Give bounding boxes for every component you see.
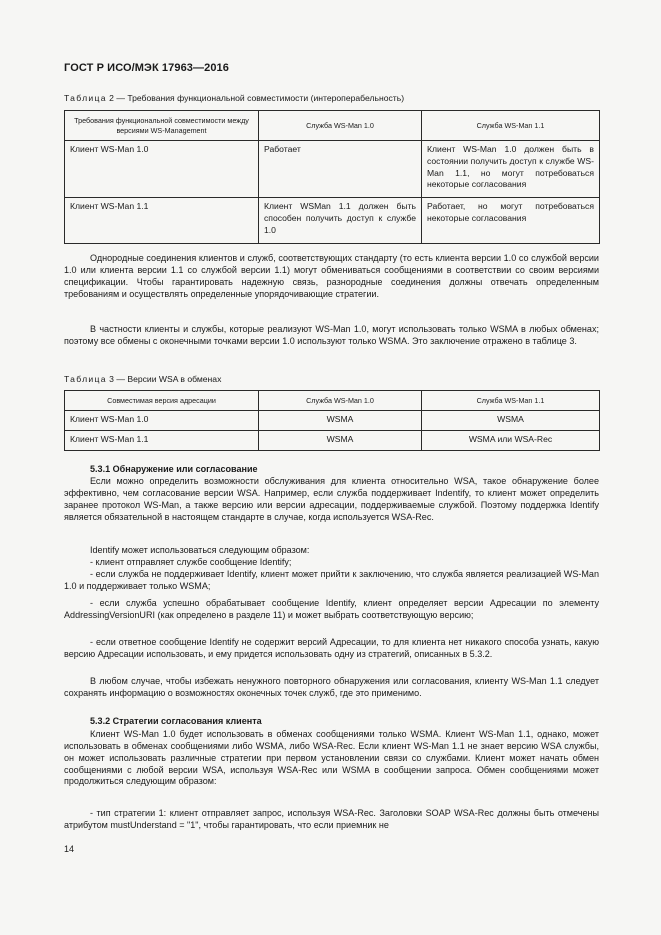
section-heading-5-3-2: 5.3.2 Стратегии согласования клиента bbox=[90, 716, 262, 726]
table-row bbox=[65, 431, 600, 451]
table-cell: Клиент WS-Man 1.0 bbox=[65, 411, 259, 431]
paragraph: В частности клиенты и службы, которые реализуют WS-Man 1.0, могут использовать только WSMA в любых обменах; поэтому все обмены с оконечными точками версии 1.0 используют только WSMA. Это заключение отражено в таблице 3. bbox=[64, 324, 599, 346]
table-cell: Клиент WS-Man 1.1 bbox=[65, 431, 259, 451]
list-item: - если ответное сообщение Identify не содержит версий Адресации, то для клиента нет никакого способа узнать, какую версию Адресации использовать, и ему придется использовать одну из стратегий, описанных в 5.3.2. bbox=[64, 637, 599, 659]
table3-caption bbox=[64, 374, 221, 384]
table3-header-cell: Служба WS-Man 1.1 bbox=[422, 391, 600, 411]
table-row bbox=[65, 141, 600, 198]
table2-caption-text: 2 — Требования функциональной совместимости (интероперабельность) bbox=[106, 93, 405, 103]
table2-header-cell: Служба WS-Man 1.1 bbox=[422, 111, 600, 141]
table2-header-cell: Требования функциональной совместимости между версиями WS-Management bbox=[65, 111, 259, 141]
table3-caption-text: 3 — Версии WSA в обменах bbox=[106, 374, 222, 384]
page-number: 14 bbox=[64, 844, 75, 854]
paragraph: В любом случае, чтобы избежать ненужного повторного обнаружения или согласования, клиенту WS-Man 1.1 следует сохранять информацию о возможностях оконечных точек служб, где это применимо. bbox=[64, 676, 599, 698]
table-cell: WSMA bbox=[422, 411, 600, 431]
table2 bbox=[64, 110, 600, 244]
table2-caption bbox=[64, 93, 404, 103]
paragraph: Identify может использоваться следующим образом: bbox=[90, 545, 310, 555]
table-cell: Клиент WSMan 1.1 должен быть способен получить доступ к службе 1.0 bbox=[259, 198, 422, 244]
table-cell: Работает, но могут потребоваться некоторые согласования bbox=[422, 198, 600, 244]
table-cell: WSMA bbox=[259, 411, 422, 431]
list-item: - если служба успешно обрабатывает сообщение Identify, клиент определяет версии Адресации по элементу AddressingVersionURI (как определено в разделе 11) и может выбрать соответствующую версию; bbox=[64, 598, 599, 620]
table-cell: Клиент WS-Man 1.0 bbox=[65, 141, 259, 198]
paragraph: Клиент WS-Man 1.0 будет использовать в обменах сообщениями только WSMA. Клиент WS-Man 1.1, однако, может использовать в обменах сообщениями либо WSMA, либо WSA-Rec. Если клиент WS-Man 1.1 не знает версию WSA службы, он может использовать различные стратегии при первом установлении связи со службами. Клиент может начать обмен сообщениями с любой версии WSA, используя WSA-Rec или WSMA в сообщении запроса. Обмен сообщениями может продолжиться следующим образом: bbox=[64, 729, 599, 787]
table-cell: WSMA или WSA-Rec bbox=[422, 431, 600, 451]
list-item: - тип стратегии 1: клиент отправляет запрос, используя WSA-Rec. Заголовки SOAP WSA-Rec должны быть отмечены атрибутом mustUnderstand = "1", чтобы гарантировать, что если приемник не bbox=[64, 808, 599, 830]
table3-header-cell: Совместимая версия адресации bbox=[65, 391, 259, 411]
standard-header: ГОСТ Р ИСО/МЭК 17963—2016 bbox=[64, 62, 229, 74]
list-item: - если служба не поддерживает Identify, клиент может прийти к заключению, что служба является реализацией WS-Man 1.0 и поддерживает только WSMA; bbox=[64, 569, 599, 591]
table3-caption-label: Таблица bbox=[64, 374, 107, 384]
table-row bbox=[65, 411, 600, 431]
table3 bbox=[64, 390, 600, 451]
table-cell: Работает bbox=[259, 141, 422, 198]
paragraph: Однородные соединения клиентов и служб, соответствующих стандарту (то есть клиента версии 1.0 со службой версии 1.0 или клиента версии 1.1 со службой версии 1.1) могут обмениваться сообщениями в соответствии со своим версиями спецификации. Чтобы гарантировать надежную связь, разнородные соединения должны отвечать определенным требованиям и осуществлять определенные упорядочивающие стратегии. bbox=[64, 253, 599, 299]
section-heading-5-3-1: 5.3.1 Обнаружение или согласование bbox=[90, 464, 258, 474]
table-cell: Клиент WS-Man 1.1 bbox=[65, 198, 259, 244]
table-cell: WSMA bbox=[259, 431, 422, 451]
table2-header-cell: Служба WS-Man 1.0 bbox=[259, 111, 422, 141]
table3-header-row bbox=[65, 391, 600, 411]
table2-header-row bbox=[65, 111, 600, 141]
table2-caption-label: Таблица bbox=[64, 93, 107, 103]
table-cell: Клиент WS-Man 1.0 должен быть в состоянии получить доступ к службе WS-Man 1.1, но могут потребоваться некоторые согласования bbox=[422, 141, 600, 198]
list-item: - клиент отправляет службе сообщение Identify; bbox=[90, 557, 292, 567]
table-row bbox=[65, 198, 600, 244]
table3-header-cell: Служба WS-Man 1.0 bbox=[259, 391, 422, 411]
paragraph: Если можно определить возможности обслуживания для клиента относительно WSA, такое обнаружение более эффективно, чем согласование версии WSA. Например, если служба поддерживает Indentify, то клиент может определить заранее протокол WS-Man, а также версию или версии адресации, поддерживаемые службой. Поэтому поддержка Identify является обязательной в настоящем стандарте в случае, когда используется WSA-Rec. bbox=[64, 476, 599, 522]
